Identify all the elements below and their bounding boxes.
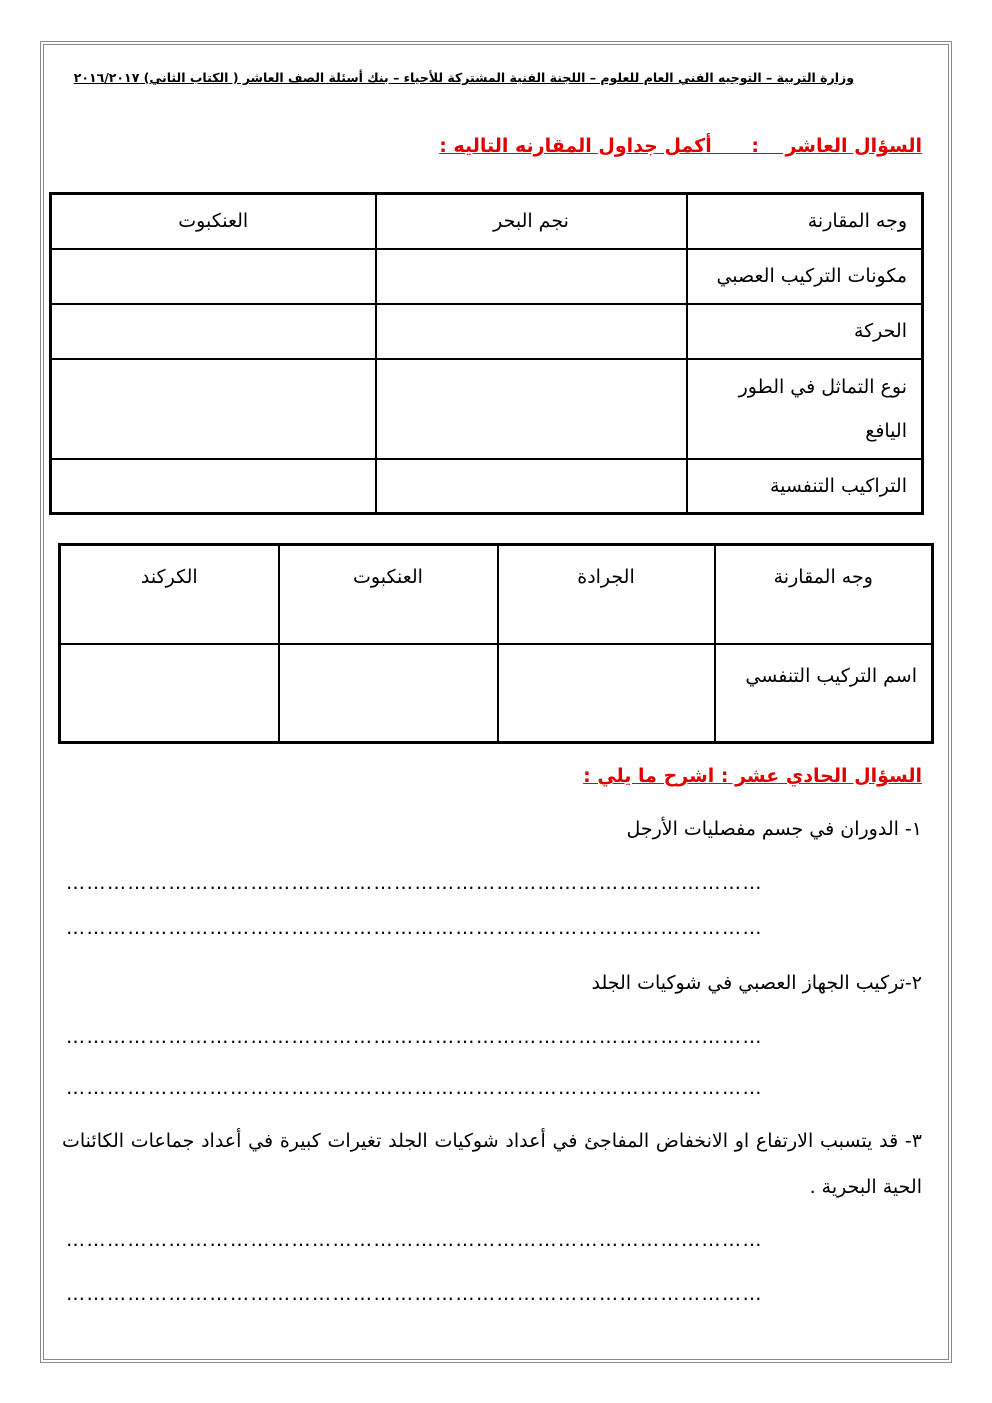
answer-line[interactable]: ………………………………………………………………………………………… — [66, 1229, 763, 1251]
table-row — [51, 249, 923, 304]
answer-line[interactable]: ………………………………………………………………………………………… — [66, 917, 763, 939]
question-11-item-3: ٣- قد يتسبب الارتفاع او الانخفاض المفاجئ في أعداد شوكيات الجلد تغيرات كبيرة في أعداد جماعات الكائنات الحية البحرية . — [62, 1130, 922, 1198]
question-10-title: السؤال العاشر : أكمل جداول المقارنه التاليه : — [439, 135, 922, 157]
answer-line[interactable]: ………………………………………………………………………………………… — [66, 1283, 763, 1305]
header-cell: نجم البحر — [376, 194, 687, 249]
document-header: وزارة التربية – التوجيه الفني العام للعلوم – اللجنة الفنية المشتركة للأحياء – بنك أسئلة الصف العاشر ( الكتاب الثاني) ٢٠١٦/٢٠١٧ — [73, 70, 854, 85]
row-label: التراكيب التنفسية — [687, 459, 923, 514]
comparison-table-starfish-spider — [49, 192, 924, 515]
header-cell: الكركند — [60, 545, 279, 644]
row-label: الحركة — [687, 304, 923, 359]
answer-line[interactable]: ………………………………………………………………………………………… — [66, 1026, 763, 1048]
header-cell: العنكبوت — [51, 194, 376, 249]
answer-cell[interactable] — [376, 359, 687, 459]
answer-line[interactable]: ………………………………………………………………………………………… — [66, 1077, 763, 1099]
answer-cell[interactable] — [376, 249, 687, 304]
question-11-item-2: ٢-تركيب الجهاز العصبي في شوكيات الجلد — [591, 972, 922, 994]
answer-cell[interactable] — [376, 459, 687, 514]
answer-cell[interactable] — [51, 359, 376, 459]
answer-cell[interactable] — [279, 644, 498, 743]
answer-cell[interactable] — [376, 304, 687, 359]
row-label: اسم التركيب التنفسي — [715, 644, 933, 743]
header-cell: الجرادة — [498, 545, 715, 644]
answer-cell[interactable] — [498, 644, 715, 743]
table-row — [51, 304, 923, 359]
question-11-title: السؤال الحادي عشر : اشرح ما يلي : — [583, 765, 922, 787]
comparison-table-locust-spider-lobster — [58, 543, 934, 744]
answer-cell[interactable] — [51, 249, 376, 304]
answer-cell[interactable] — [51, 459, 376, 514]
header-cell: العنكبوت — [279, 545, 498, 644]
table-row — [51, 459, 923, 514]
row-label: نوع التماثل في الطور اليافع — [687, 359, 923, 459]
header-cell: وجه المقارنة — [687, 194, 923, 249]
table-row — [60, 644, 933, 743]
answer-line[interactable]: ………………………………………………………………………………………… — [66, 872, 763, 894]
table-header-row — [60, 545, 933, 644]
answer-cell[interactable] — [51, 304, 376, 359]
header-cell: وجه المقارنة — [715, 545, 933, 644]
table-header-row — [51, 194, 923, 249]
question-11-item-1: ١- الدوران في جسم مفصليات الأرجل — [626, 818, 922, 840]
table-row — [51, 359, 923, 459]
row-label: مكونات التركيب العصبي — [687, 249, 923, 304]
answer-cell[interactable] — [60, 644, 279, 743]
